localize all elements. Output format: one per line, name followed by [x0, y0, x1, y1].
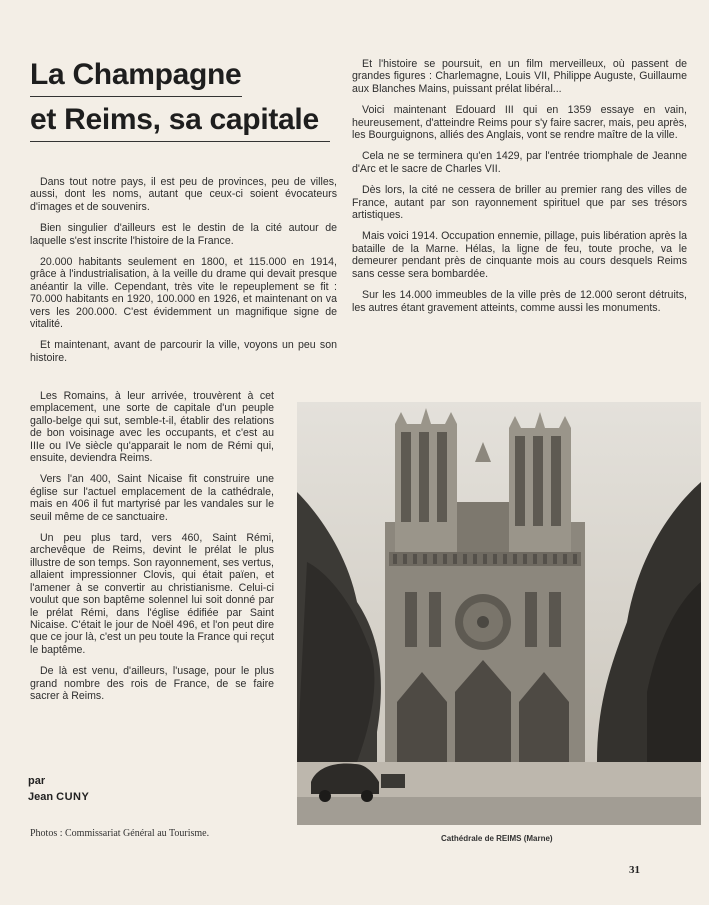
left-column-lower: [30, 390, 274, 711]
paragraph: Mais voici 1914. Occupation ennemie, pillage, puis libération après la bataille de la Marne. Hélas, la ligne de feu, toute proche, va le demeurer pendant près de cinquante mois au cours desquels Reims sans cesse sera bombardée.: [352, 230, 687, 280]
photo-caption: Cathédrale de REIMS (Marne): [441, 834, 553, 843]
cathedral-illustration: [297, 402, 701, 825]
paragraph: Bien singulier d'ailleurs est le destin de la cité autour de laquelle s'est inscrite l'histoire de la France.: [30, 222, 337, 247]
paragraph: Dès lors, la cité ne cessera de briller au premier rang des villes de France, autant par son rayonnement spirituel que par ses trésors artistiques.: [352, 184, 687, 222]
paragraph: Voici maintenant Edouard III qui en 1359 essaye en vain, heureusement, d'atteindre Reims pour s'y faire sacrer, mais, peu après, les Bourguignons, alliés des Anglais, vont se rendre maître de la ville.: [352, 104, 687, 142]
title-line-1: La Champagne: [30, 56, 242, 97]
cathedral-photo: [297, 402, 701, 825]
paragraph: Et l'histoire se poursuit, en un film merveilleux, où passent de grandes figures : Charlemagne, Louis VII, Philippe Auguste, Guillaume aux Blanches Mains, puissant prélat libéral...: [352, 58, 687, 95]
page-number: 31: [629, 864, 640, 876]
article-title: [30, 56, 330, 142]
author-last-name: CUNY: [56, 791, 90, 803]
paragraph: Vers l'an 400, Saint Nicaise fit construire une église sur l'actuel emplacement de la cathédrale, mais en 406 il fut martyrisé par les vandales sur le seuil même de ce sanctuaire.: [30, 473, 274, 523]
paragraph: Sur les 14.000 immeubles de la ville près de 12.000 seront détruits, les autres étant gravement atteints, comme aussi les monuments.: [352, 289, 687, 314]
author-name: [28, 789, 89, 805]
title-line-2: et Reims, sa capitale: [30, 101, 330, 142]
paragraph: Un peu plus tard, vers 460, Saint Rémi, archevêque de Reims, devint le prélat le plus illustre de son temps. Son rayonnement, ses vertus, allaient impressionner Clovis, qui était païen, et l'amener à se convertir au christianisme. Celui-ci voulut que son baptême solennel lui soit donné par le prélat Rémi, dans l'église édifiée par Saint Nicaise. C'était le jour de Noël 496, et l'on peut dire que ce jour là, c'est un peu toute la France qui reçut le baptême.: [30, 532, 274, 656]
paragraph: De là est venu, d'ailleurs, l'usage, pour le plus grand nombre des rois de France, de se faire sacrer à Reims.: [30, 665, 274, 702]
left-column-upper: [30, 176, 337, 373]
right-column: [352, 58, 687, 323]
byline-prefix: par: [28, 775, 46, 787]
paragraph: 20.000 habitants seulement en 1800, et 115.000 en 1914, grâce à l'industrialisation, à la veille du drame qui devait presque anéantir la ville. Cependant, très vite le repeuplement se fit : 70.000 habitants en 1920, 100.000 en 1926, et maintenant on va vers les 200.000. C'est évidemment un magnifique signe de vitalité.: [30, 256, 337, 331]
byline: [28, 773, 89, 805]
paragraph: Cela ne se terminera qu'en 1429, par l'entrée triomphale de Jeanne d'Arc et le sacre de Charles VII.: [352, 150, 687, 175]
paragraph: Les Romains, à leur arrivée, trouvèrent à cet emplacement, une sorte de capitale d'un peuple gallo-belge qui sut, semble-t-il, établir des relations de bon voisinage avec les occupants, et c'est au IIIe ou IVe siècle qu'apparait le nom de Rémi qui, ensuite, deviendra Reims.: [30, 390, 274, 465]
paragraph: Et maintenant, avant de parcourir la ville, voyons un peu son histoire.: [30, 339, 337, 364]
author-first-name: Jean: [28, 791, 54, 803]
photo-credit: Photos : Commissariat Général au Tourisme.: [30, 828, 210, 839]
paragraph: Dans tout notre pays, il est peu de provinces, peu de villes, aussi, dont les noms, autant que ceux-ci soient évocateurs d'images et de souvenirs.: [30, 176, 337, 213]
